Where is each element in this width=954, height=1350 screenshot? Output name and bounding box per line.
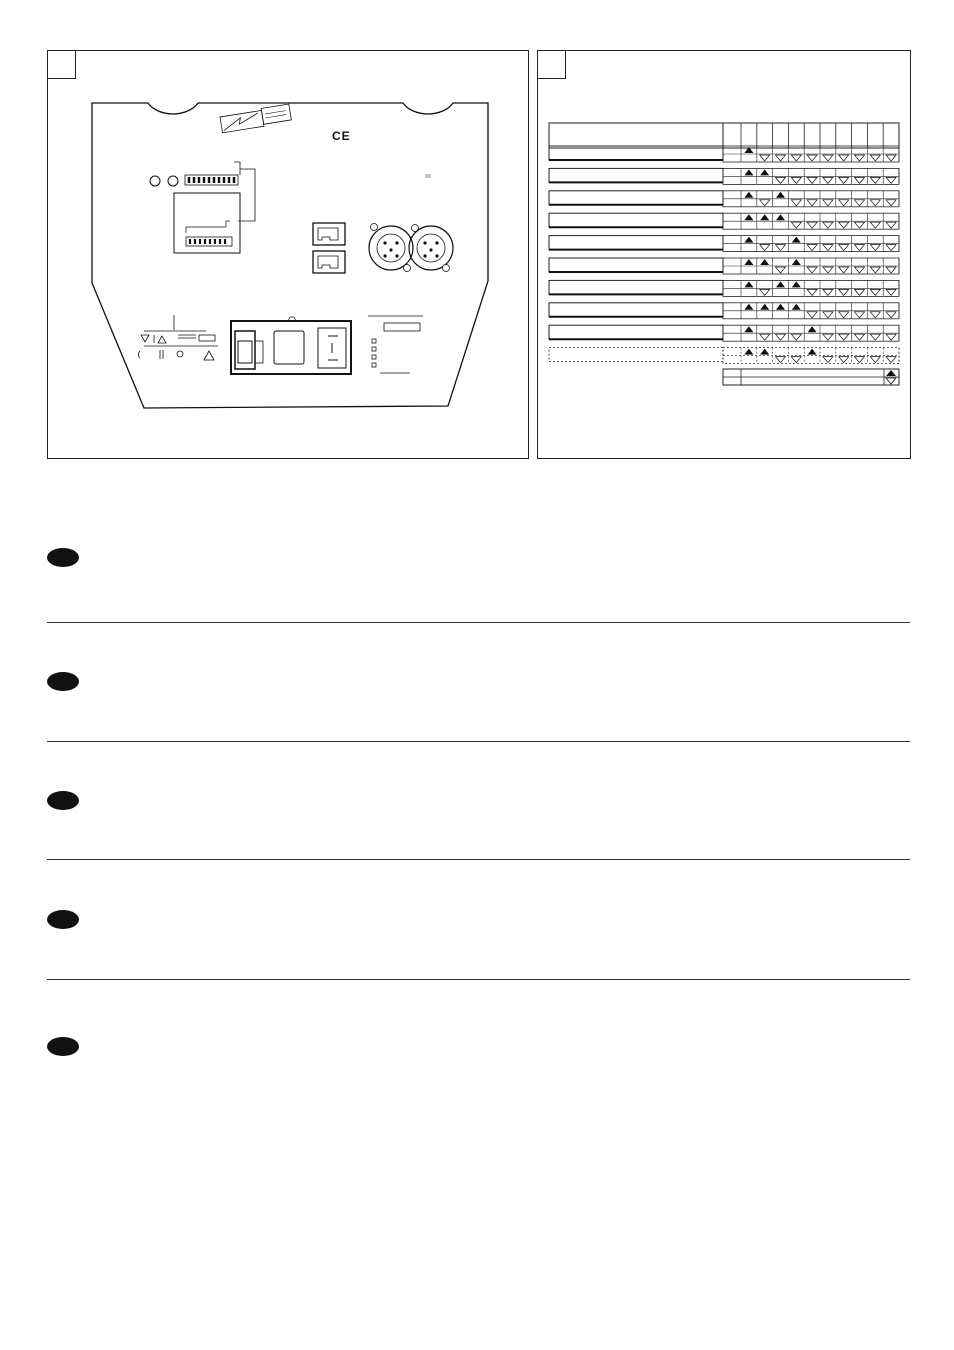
rear-panel-drawing [48, 51, 530, 460]
power-inlet [231, 317, 351, 374]
language-badge-5 [47, 1037, 79, 1056]
language-badge-3 [47, 791, 79, 810]
language-badge-2 [47, 672, 79, 691]
section-divider-3 [47, 859, 910, 860]
figure-b-frame [537, 50, 911, 459]
section-divider-4 [47, 979, 910, 980]
ce-mark: CE [332, 129, 351, 143]
brand-logo [220, 104, 292, 133]
language-badge-1 [47, 548, 79, 567]
knob-right [168, 176, 178, 186]
warning-symbols [138, 315, 218, 360]
figure-a-frame [47, 50, 529, 459]
figure-b-number-box [538, 51, 566, 79]
xlr-socket-out [409, 225, 453, 272]
section-divider-2 [47, 741, 910, 742]
language-badge-4 [47, 910, 79, 929]
section-divider-1 [47, 622, 910, 623]
rj45-socket-bottom [313, 251, 345, 273]
xlr-socket-in [369, 224, 413, 272]
knob-left [150, 176, 160, 186]
rj45-socket-top [313, 223, 345, 245]
dip-switch-magnified [174, 193, 240, 253]
rating-label [368, 316, 423, 373]
